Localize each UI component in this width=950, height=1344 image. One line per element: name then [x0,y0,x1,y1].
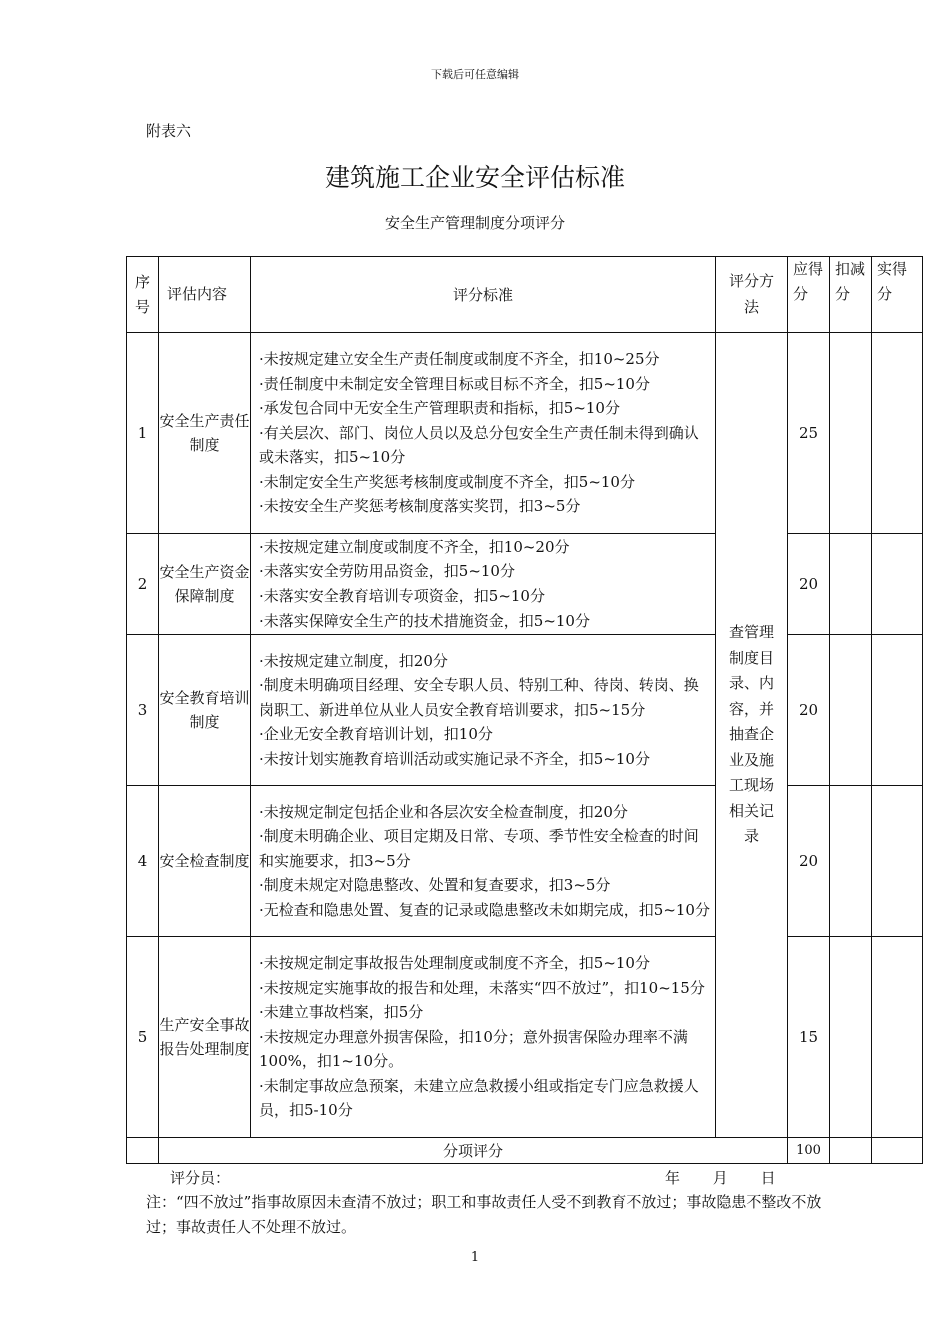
row-number: 2 [127,534,159,635]
criteria-line: ·未制定事故应急预案，未建立应急救援小组或指定专门应急救援人员，扣5-10分 [259,1076,699,1120]
date-day: 日 [760,1169,776,1187]
criteria-line: ·承发包合同中无安全生产管理职责和指标，扣5~10分 [259,399,620,418]
criteria-line: ·未按规定建立制度，扣20分 [259,651,448,670]
row-number: 3 [127,635,159,786]
method-cell: 查管理制度目录、内容，并抽查企业及施工现场相关记录 [716,333,788,1138]
criteria-line: ·未按规定实施事故的报告和处理，未落实“四不放过”，扣10~15分 [259,978,705,997]
row-deduct [830,534,872,635]
criteria-line: ·制度未明确企业、项目定期及日常、专项、季节性安全检查的时间和实施要求，扣3~5分 [259,827,699,870]
row-deduct [830,333,872,534]
row-item: 安全检查制度 [159,786,251,937]
criteria-line: ·未按规定建立安全生产责任制度或制度不齐全，扣10~25分 [259,349,660,368]
subtotal-label: 分项评分 [159,1138,788,1164]
header-no: 序号 [127,257,159,333]
subtotal-blank [127,1138,159,1164]
row-deduct [830,786,872,937]
criteria-line: ·未落实保障安全生产的技术措施资金，扣5~10分 [259,611,590,630]
header-deduct: 扣减分 [830,257,872,333]
date-month: 月 [712,1169,728,1187]
row-actual [872,786,923,937]
row-max-score: 20 [788,635,830,786]
table-row [127,635,923,786]
criteria-line: ·制度未规定对隐患整改、处置和复查要求，扣3~5分 [259,876,611,895]
criteria-line: ·未建立事故档案，扣5分 [259,1003,424,1022]
row-criteria [251,333,716,534]
criteria-line: ·未按规定制定包括企业和各层次安全检查制度，扣20分 [259,802,628,821]
criteria-line: ·制度未明确项目经理、安全专职人员、特别工种、待岗、转岗、换岗职工、新进单位从业人员安全教育培训要求，扣5~15分 [259,676,699,719]
row-criteria [251,937,716,1138]
criteria-line: ·未按规定建立制度或制度不齐全，扣10~20分 [259,537,570,556]
criteria-line: ·未按规定办理意外损害保险，扣10分；意外损害保险办理率不满100%，扣1~10分。 [259,1027,688,1071]
subtotal-row [127,1138,923,1164]
header-item: 评估内容 [159,257,251,333]
criteria-line: ·未制定安全生产奖惩考核制度或制度不齐全，扣5~10分 [259,472,635,491]
row-number: 4 [127,786,159,937]
row-max-score: 15 [788,937,830,1138]
criteria-line: ·未按计划实施教育培训活动或实施记录不齐全，扣5~10分 [259,749,650,768]
subtotal-deduct [830,1138,872,1164]
criteria-line: ·未落实安全劳防用品资金，扣5~10分 [259,562,515,581]
date-year: 年 [665,1169,681,1187]
page-subtitle: 安全生产管理制度分项评分 [384,214,565,232]
table-row [127,333,923,534]
row-actual [872,333,923,534]
criteria-line: ·未按规定制定事故报告处理制度或制度不齐全，扣5~10分 [259,953,650,972]
row-max-score: 25 [788,333,830,534]
table-row [127,534,923,635]
header-note: 下载后可任意编辑 [431,68,519,81]
criteria-line: ·责任制度中未制定安全管理目标或目标不齐全，扣5~10分 [259,374,650,393]
row-actual [872,635,923,786]
row-actual [872,534,923,635]
table-header-row [127,257,923,333]
row-item: 生产安全事故报告处理制度 [159,937,251,1138]
criteria-line: ·无检查和隐患处置、复查的记录或隐患整改未如期完成，扣5~10分 [259,900,710,919]
row-actual [872,937,923,1138]
row-item: 安全教育培训制度 [159,635,251,786]
page-title: 建筑施工企业安全评估标准 [324,163,625,192]
header-method: 评分方法 [716,257,788,333]
rater-label: 评分员： [170,1169,231,1187]
criteria-line: ·未按安全生产奖惩考核制度落实奖罚，扣3~5分 [259,497,581,516]
table-row [127,937,923,1138]
row-item: 安全生产资金保障制度 [159,534,251,635]
page-number: 1 [470,1250,480,1265]
row-deduct [830,937,872,1138]
header-actual: 实得分 [872,257,923,333]
row-number: 5 [127,937,159,1138]
footnote: 注：“四不放过”指事故原因未查清不放过；职工和事故责任人受不到教育不放过；事故隐患不整改不放过；事故责任人不处理不放过。 [146,1193,822,1236]
evaluation-table [126,256,923,1164]
row-max-score: 20 [788,786,830,937]
header-criteria: 评分标准 [251,257,716,333]
row-max-score: 20 [788,534,830,635]
row-criteria [251,635,716,786]
row-item: 安全生产责任制度 [159,333,251,534]
annex-label: 附表六 [146,122,192,140]
row-deduct [830,635,872,786]
criteria-line: ·有关层次、部门、岗位人员以及总分包安全生产责任制未得到确认或未落实，扣5~10分 [259,423,699,467]
criteria-line: ·未落实安全教育培训专项资金，扣5~10分 [259,587,545,605]
row-criteria [251,534,716,635]
subtotal-max-score: 100 [788,1138,830,1164]
header-max-score: 应得分 [788,257,830,333]
subtotal-actual [872,1138,923,1164]
date-labels [665,1167,804,1188]
table-row [127,786,923,937]
criteria-line: ·企业无安全教育培训计划，扣10分 [259,725,493,744]
row-number: 1 [127,333,159,534]
row-criteria [251,786,716,937]
